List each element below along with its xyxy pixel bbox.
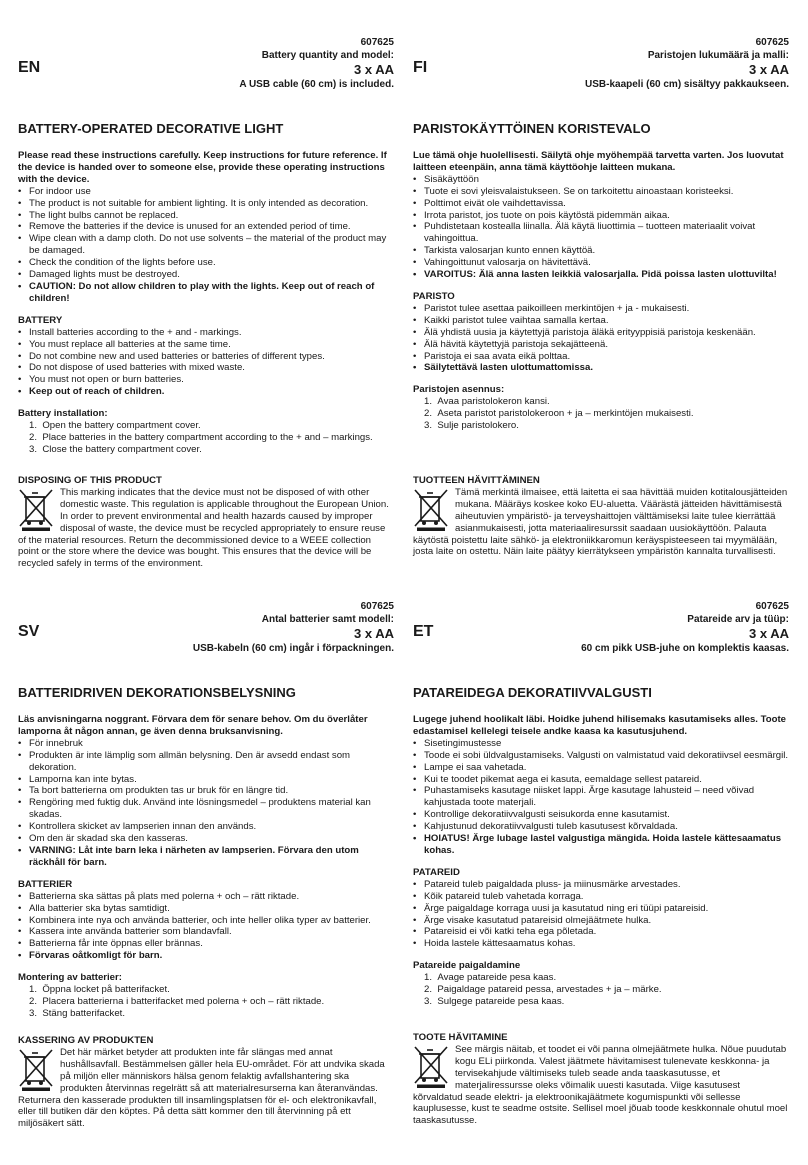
battery-list [413, 879, 789, 950]
battery-heading: PARISTO [413, 290, 455, 302]
disposal-et [413, 1032, 789, 1127]
battery-qty: 3 x AA [354, 626, 394, 641]
weee-bin-icon [18, 1048, 54, 1092]
list-item: • The product is not suitable for ambient lighting. It is only intended as decoration. [18, 198, 394, 210]
caution-item: • VAROITUS: Älä anna lasten leikkiä valosarjalla. Pidä poissa lasten ulottuvilta! [413, 269, 789, 281]
battery-label: Paristojen lukumäärä ja malli: [647, 50, 789, 61]
list-item: • Batterierna ska sättas på plats med polerna + och – rätt riktade. [18, 891, 394, 903]
list-item: • Keep out of reach of children. [18, 386, 394, 398]
list-item: • Kassera inte använda batterier som blandavfall. [18, 926, 394, 938]
list-item: • You must replace all batteries at the same time. [18, 339, 394, 351]
section-fi [413, 36, 789, 432]
list-item: • Wipe clean with a damp cloth. Do not use solvents – the material of the product may be damaged. [18, 233, 394, 257]
list-item: • You must not open or burn batteries. [18, 374, 394, 386]
step-item: 2. Aseta paristot paristolokeroon + ja – merkintöjen mukaisesti. [424, 408, 694, 420]
step-item: 3. Close the battery compartment cover. [29, 443, 202, 455]
step-item: 3. Sulje paristolokero. [424, 420, 519, 432]
battery-heading: BATTERY [18, 314, 63, 326]
list-item: • Kombinera inte nya och använda batterier, och inte heller olika typer av batterier. [18, 915, 394, 927]
product-code: 607625 [755, 37, 789, 48]
disposal-en [18, 475, 394, 570]
battery-label: Battery quantity and model: [261, 50, 394, 61]
step-item: 2. Paigaldage patareid pessa, arvestades + ja – märke. [424, 984, 662, 996]
install-heading: Paristojen asennus: [413, 384, 505, 396]
disposal-text: Tämä merkintä ilmaisee, että laitetta ei saa hävittää muiden kotitalousjätteiden mukana. Määräys koskee koko EU-aluetta. Väärästä jätteiden hävittämisestä aiheutuvien ympäristö- ja terveyshaittojen välttämiseksi laite tulee kierrättää asianmukaisesti, jotta materiaaliresurssit saadaan uusiokäyttöön. Palauta käytöstä poistettu laite sähkö- ja elektroniikkaromun keräyspisteeseen tai myymälään, josta laite on ostettu. Näin laite päätyy kierrätykseen ympäristön kannalta turvallisesti. [413, 486, 788, 558]
product-code: 607625 [755, 601, 789, 612]
list-item: • Check the condition of the lights before use. [18, 257, 394, 269]
step-item: 1. Avage patareide pesa kaas. [424, 972, 557, 984]
lang-code: SV [18, 623, 40, 640]
section-title: BATTERIDRIVEN DEKORATIONSBELYSNING [18, 685, 296, 700]
list-item: • Paristoja ei saa avata eikä polttaa. [413, 351, 789, 363]
install-steps [18, 984, 394, 1020]
section-title: PARISTOKÄYTTÖINEN KORISTEVALO [413, 121, 651, 136]
list-item: • Förvaras oåtkomligt för barn. [18, 950, 394, 962]
list-item: • For indoor use [18, 186, 394, 198]
intro-text: Please read these instructions carefully. Keep instructions for future reference. If the device is handed over to someone else, provide these operating instructions with the device. [18, 150, 387, 185]
install-steps [18, 420, 394, 456]
list-item: • Install batteries according to the + and - markings. [18, 327, 394, 339]
list-item: • Patareid tuleb paigaldada pluss- ja miinusmärke arvestades. [413, 879, 789, 891]
list-item: • Ta bort batterierna om produkten tas ur bruk för en längre tid. [18, 785, 394, 797]
step-item: 3. Sulgege patareide pesa kaas. [424, 995, 565, 1007]
usage-list [413, 174, 789, 281]
list-item: • Kahjustunud dekoratiivvalgusti tuleb kasutusest kõrvaldada. [413, 821, 789, 833]
product-info [239, 36, 394, 91]
step-item: 2. Place batteries in the battery compartment according to the + and – markings. [29, 431, 373, 443]
disposal-heading: KASSERING AV PRODUKTEN [18, 1035, 154, 1046]
disposal-heading: TUOTTEEN HÄVITTÄMINEN [413, 475, 540, 486]
usage-list [413, 738, 789, 857]
list-item: • Lampe ei saa vahetada. [413, 762, 789, 774]
install-heading: Montering av batterier: [18, 972, 122, 984]
list-item: • Puhastamiseks kasutage niisket lappi. Ärge kasutage lahusteid – need võivad kahjustada toote materjali. [413, 785, 789, 809]
header-en [18, 36, 394, 92]
step-item: 2. Placera batterierna i batterifacket med polerna + och – rätt riktade. [29, 995, 325, 1007]
weee-bin-icon [413, 488, 449, 532]
product-info [581, 600, 789, 655]
list-item: • Alla batterier ska bytas samtidigt. [18, 903, 394, 915]
list-item: • Kontrollige dekoratiivvalgusti seisukorda enne kasutamist. [413, 809, 789, 821]
list-item: • Vahingoittunut valosarja on hävitettävä. [413, 257, 789, 269]
list-item: • Polttimot eivät ole vaihdettavissa. [413, 198, 789, 210]
list-item: • Älä yhdistä uusia ja käytettyjä paristoja äläkä erityyppisiä paristoja keskenään. [413, 327, 789, 339]
caution-item: • CAUTION: Do not allow children to play with the lights. Keep out of reach of children! [18, 281, 394, 305]
disposal-heading: DISPOSING OF THIS PRODUCT [18, 475, 162, 486]
list-item: • Kõik patareid tuleb vahetada korraga. [413, 891, 789, 903]
usb-note: 60 cm pikk USB-juhe on komplektis kaasas. [581, 643, 789, 654]
product-info [193, 600, 394, 655]
list-item: • Kaikki paristot tulee vaihtaa samalla kertaa. [413, 315, 789, 327]
battery-list [18, 327, 394, 398]
list-item: • Do not combine new and used batteries or batteries of different types. [18, 351, 394, 363]
list-item: • Kui te toodet pikemat aega ei kasuta, eemaldage sellest patareid. [413, 774, 789, 786]
list-item: • Tuote ei sovi yleisvalaistukseen. Se on tarkoitettu ainoastaan koristeeksi. [413, 186, 789, 198]
section-title: BATTERY-OPERATED DECORATIVE LIGHT [18, 121, 284, 136]
list-item: • Batterierna får inte öppnas eller brännas. [18, 938, 394, 950]
list-item: • Produkten är inte lämplig som allmän belysning. Den är avsedd endast som dekoration. [18, 750, 394, 774]
list-item: • Puhdistetaan kostealla liinalla. Älä käytä liuottimia – tuotteen materiaalit voivat vahingoittua. [413, 221, 789, 245]
weee-bin-icon [413, 1045, 449, 1089]
list-item: • Älä hävitä käytettyjä paristoja sekajätteenä. [413, 339, 789, 351]
lang-code: EN [18, 59, 41, 76]
battery-qty: 3 x AA [749, 626, 789, 641]
usb-note: A USB cable (60 cm) is included. [239, 79, 394, 90]
battery-qty: 3 x AA [749, 62, 789, 77]
lang-code: ET [413, 623, 434, 640]
section-sv [18, 600, 394, 1020]
list-item: • Sisetingimustesse [413, 738, 789, 750]
list-item: • Kontrollera skicket av lampserien innan den används. [18, 821, 394, 833]
weee-bin-icon [18, 488, 54, 532]
product-info [585, 36, 789, 91]
battery-qty: 3 x AA [354, 62, 394, 77]
install-steps [413, 972, 789, 1008]
list-item: • Tarkista valosarjan kunto ennen käyttöä. [413, 245, 789, 257]
usage-list [18, 186, 394, 305]
install-heading: Battery installation: [18, 408, 108, 420]
list-item: • The light bulbs cannot be replaced. [18, 210, 394, 222]
step-item: 1. Öppna locket på batterifacket. [29, 984, 170, 996]
step-item: 3. Stäng batterifacket. [29, 1007, 126, 1019]
list-item: • Rengöring med fuktig duk. Använd inte lösningsmedel – produktens material kan skadas. [18, 797, 394, 821]
install-heading: Patareide paigaldamine [413, 960, 521, 972]
list-item: • Lamporna kan inte bytas. [18, 774, 394, 786]
intro-text: Lugege juhend hoolikalt läbi. Hoidke juhend hilisemaks kasutamiseks alles. Toote edastamisel kellelegi teisele andke kaasa ka kasutusjuhend. [413, 714, 787, 737]
caution-item: • HOIATUS! Ärge lubage lastel valgustiga mängida. Hoida lastele kättesaamatus kohas. [413, 833, 789, 857]
list-item: • Ärge paigaldage korraga uusi ja kasutatud ning eri tüüpi patareisid. [413, 903, 789, 915]
battery-list [413, 303, 789, 374]
step-item: 1. Avaa paristolokeron kansi. [424, 396, 550, 408]
disposal-text: Det här märket betyder att produkten inte får slängas med annat hushållsavfall. Bestämmelsen gäller hela EU-området. För att undvika skada på miljön eller människors hälsa genom felaktig avfallshantering ska produkten återvinnas regelrätt så att materialresurserna kan återanvändas. Returnera den kasserade produkten till insamlingsplatsen för el- och elektronikavfall, eller till butiken där den köptes. På detta sätt kommer den till återvinning på ett miljösäkert sätt. [18, 1046, 385, 1130]
battery-heading: PATAREID [413, 866, 460, 878]
list-item: • Ärge visake kasutatud patareisid olmejäätmete hulka. [413, 915, 789, 927]
list-item: • Paristot tulee asettaa paikoilleen merkintöjen + ja - mukaisesti. [413, 303, 789, 315]
disposal-text: See märgis näitab, et toodet ei või panna olmejäätmete hulka. Nõue puudutab kogu ELi piirkonda. Valest jäätmete hävitamisest tulenevate keskkonna- ja tervisekahjude vältimiseks tuleb seade anda taaskasutusse, et materjaliressursse oleks võimalik uuesti kasutada. Viige kasutusest kõrvaldatud seade elektri- ja elektroonikajäätmete kogumispunkti või sellesse kauplusesse, kust te seadme ostsite. Sellisel moel jõuab toode keskkonnale ohutul moel taaskasutusse. [413, 1043, 788, 1127]
caution-item: • VARNING: Låt inte barn leka i närheten av lampserien. Förvara den utom räckhåll för barn. [18, 845, 394, 869]
list-item: • Sisäkäyttöön [413, 174, 789, 186]
usage-list [18, 738, 394, 869]
intro-text: Läs anvisningarna noggrant. Förvara dem för senare behov. Om du överlåter lamporna åt någon annan, ge även denna bruksanvisning. [18, 714, 368, 737]
section-title: PATAREIDEGA DEKORATIIVVALGUSTI [413, 685, 652, 700]
list-item: • Remove the batteries if the device is unused for an extended period of time. [18, 221, 394, 233]
list-item: • Do not dispose of used batteries with mixed waste. [18, 362, 394, 374]
lang-code: FI [413, 59, 428, 76]
disposal-sv [18, 1035, 394, 1130]
header-fi [413, 36, 789, 92]
section-et [413, 600, 789, 1008]
battery-heading: BATTERIER [18, 878, 73, 890]
section-en [18, 36, 394, 456]
list-item: • Toode ei sobi üldvalgustamiseks. Valgusti on valmistatud vaid dekoratiivsel eesmärgil. [413, 750, 789, 762]
battery-label: Antal batterier samt modell: [261, 614, 394, 625]
disposal-text: This marking indicates that the device must not be disposed of with other domestic waste. This regulation is applicable throughout the European Union. In order to prevent environmental and health hazards caused by improper disposal of waste, the device must be recycled appropriately to ensure reuse of the material resources. Return the decommissioned device to a WEEE collection point or the store where the device was bought. This ensures that the device will be recycled safely in terms of the environment. [18, 486, 389, 570]
usb-note: USB-kabeln (60 cm) ingår i förpackningen. [192, 643, 394, 654]
list-item: • Om den är skadad ska den kasseras. [18, 833, 394, 845]
list-item: • Damaged lights must be destroyed. [18, 269, 394, 281]
list-item: • För innebruk [18, 738, 394, 750]
list-item: • Säilytettävä lasten ulottumattomissa. [413, 362, 789, 374]
usb-note: USB-kaapeli (60 cm) sisältyy pakkaukseen. [585, 79, 789, 90]
header-sv [18, 600, 394, 656]
list-item: • Hoida lastele kättesaamatus kohas. [413, 938, 789, 950]
list-item: • Irrota paristot, jos tuote on pois käytöstä pidemmän aikaa. [413, 210, 789, 222]
battery-list [18, 891, 394, 962]
step-item: 1. Open the battery compartment cover. [29, 420, 201, 432]
install-steps [413, 396, 789, 432]
header-et [413, 600, 789, 656]
battery-label: Patareide arv ja tüüp: [687, 614, 789, 625]
disposal-fi [413, 475, 789, 558]
intro-text: Lue tämä ohje huolellisesti. Säilytä ohje myöhempää tarvetta varten. Jos luovutat laitteen eteenpäin, anna tämä käyttöohje laitteen mukana. [413, 150, 784, 173]
disposal-heading: TOOTE HÄVITAMINE [413, 1032, 508, 1043]
list-item: • Patareisid ei või katki teha ega põletada. [413, 926, 789, 938]
product-code: 607625 [360, 601, 394, 612]
product-code: 607625 [360, 37, 394, 48]
